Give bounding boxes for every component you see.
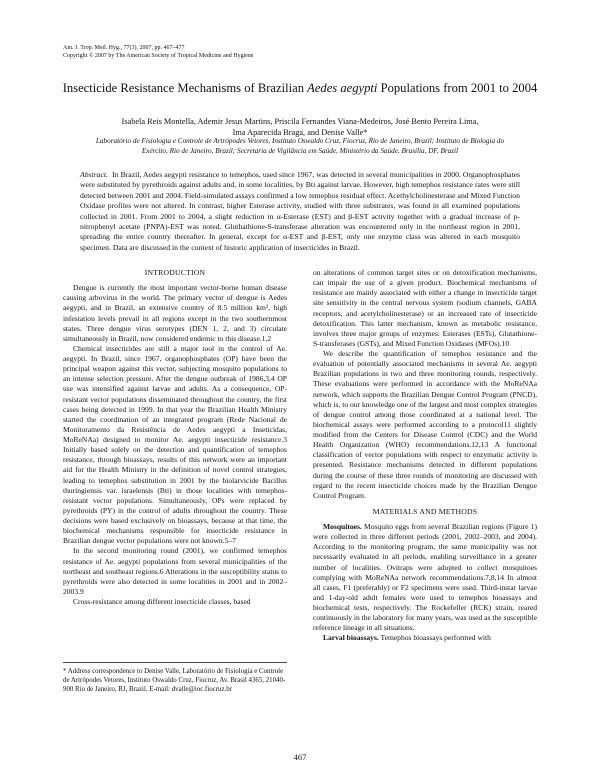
mosquitoes-text: Mosquito eggs from several Brazilian regions (Figure 1) were collected in three different periods (2001, 2002–2003, and 2004). According to the monitoring program, the same municipality was not necessarily evaluated in all periods, enabling surveillance in a greater number of localities. Ovitraps were adopted to collect mosquitoes complying with MoReNAa network recommendations.7,8,14 In almost all cases, F1 (preferably) or F2 specimens were used. Third-instar larvae and 1-day-old adult females were used to temephos bioassays and biochemical tests, respectively. The Rockefeller (RCK) strain, reared continuously in the laboratory for many years, was used as the susceptible reference lineage in all situations.	[313, 522, 537, 633]
abstract-label: Abstract.	[80, 170, 108, 179]
right-paragraph-2: We describe the quantification of temephos resistance and the evaluation of potentially associated mechanisms in several Ae. aegypti Brazilian populations in two and three monitoring rounds, respectively. These evaluations were performed in accordance with the MoReNAa network, which supports the Brazilian Dengue Control Program (PNCD), which is, to our knowledge one of the largest and most complex strategies of dengue control among those coordinated at a national level. The biochemical assays were performed according to a protocol11 slightly modified from the Centers for Disease Control (CDC) and the World Health Organization (WHO) recommendations.12,13 A functional classification of vector populations with respect to enzymatic activity is presented. Resistance mechanisms detected in different populations during the course of these three rounds of monitoring are discussed with regard to the recent insecticide choices made by the Brazilian Dengue Control Program.	[313, 349, 537, 500]
article-title	[60, 80, 540, 97]
title-species: Aedes aegypti	[307, 81, 378, 95]
author-list	[60, 116, 540, 138]
journal-header	[63, 44, 254, 60]
affiliations	[60, 137, 540, 156]
page-number: 467	[293, 752, 307, 762]
bioassays-runin: Larval bioassays.	[323, 633, 379, 643]
methods-heading: MATERIALS AND METHODS	[372, 506, 478, 516]
journal-citation: Am. J. Trop. Med. Hyg., 77(3), 2007, pp. 467–477	[63, 45, 185, 51]
intro-paragraph-4: Cross-resistance among different insecticide classes, based	[73, 597, 251, 606]
affiliation-line-2: Exército, Rio de Janeiro, Brazil; Secretaria de Vigilância em Saúde, Ministério da Saúde, Brasília, DF, Brazil	[141, 146, 459, 155]
mosquitoes-paragraph	[313, 522, 537, 633]
correspondence-footnote: * Address correspondence to Denise Valle, Laboratório de Fisiologia e Controle de Artrópodes Vetores, Instituto Oswaldo Cruz, Fiocruz, Av. Brasil 4365, 21040-900 Rio de Janeiro, RJ, Brazil. E-mail: dvalle@ioc.fiocruz.br	[63, 662, 287, 694]
journal-copyright: Copyright © 2007 by The American Society of Tropical Medicine and Hygiene	[63, 53, 254, 59]
intro-paragraph-3: In the second monitoring round (2001), we confirmed temephos resistance of Ae. aegypti populations from several municipalities of the northeast and southeast regions.6 Alterations in the susceptibility status to pyrethroids were also detected in some localities in 2001 and in 2002–2003.9	[63, 546, 287, 596]
title-part1: Insecticide Resistance Mechanisms of Brazilian	[62, 81, 308, 95]
authors-line-2: Ima Aparecida Braga, and Denise Valle*	[232, 128, 368, 137]
authors-line-1: Isabela Reis Montella, Ademir Jesus Martins, Priscila Fernandes Viana-Medeiros, José Bento Pereira Lima,	[121, 117, 479, 126]
intro-paragraph-2: Chemical insecticides are still a major tool in the control of Ae. aegypti. In Brazil, since 1967, organophosphates (OP) have been the principal weapon against this vector, subjecting mosquito populations to an intense selection pressure. After the dengue outbreak of 1986,3,4 OP use was intensified against larvae and adults. As a consequence, OP-resistant vector populations disseminated throughout the country, the first cases being detected in 1999. In that year the Brazilian Health Ministry started the coordination of an integrated program (Rede Nacional de Monitoramento da Resistência de Aedes aegypti a Inseticidas, MoReNAa) designed to monitor Ae. aegypti insecticide resistance.3 Initially based solely on the detection and quantification of temephos resistance, through bioassays, results of this network were an important aid for the Health Ministry in the definition of novel control strategies, leading to temephos substitution in 2001 by the biolarvicide Bacillus thuringiensis var. israelensis (Bti) in those localities with temephos-resistant vector populations. Simultaneously, OPs were replaced by pyrethroids (PY) in the control of adults throughout the country. These decisions were based exclusively on bioassays, because at that time, the biochemical mechanisms responsible for insecticide resistance in Brazilian dengue vector populations were not known.5–7	[63, 343, 287, 546]
right-paragraph-1: on alterations of common target sites or on detoxification mechanisms, can impair the use of a given product. Biochemical mechanisms of resistance are mainly associated with either a change in insecticide target site sensitivity in the central nervous system (sodium channels, GABA receptors, and acetylcholinesterase) or an increased rate of insecticide detoxification. This latter mechanism, known as metabolic resistance, involves three major groups of enzymes: Esterases (ESTs), Glutathione-S-transferases (GSTs), and Mixed Function Oxidases (MFOs).10	[313, 268, 537, 348]
intro-paragraph-1: Dengue is currently the most important vector-borne human disease causing arbovirus in the world. The primary vector of dengue is Aedes aegypti, and in Brazil, an extensive country of 8.5 million km², high infestation levels prevail in all regions except in the two southernmost states. Three dengue virus serotypes (DEN 1, 2, and 3) circulate simultaneously in Brazil, now considered endemic to this disease.1,2	[63, 283, 287, 343]
bioassays-text: Temephos bioassays performed with	[378, 633, 491, 643]
title-part2: Populations from 2001 to 2004	[377, 81, 538, 95]
right-column	[313, 268, 537, 644]
introduction-heading: INTRODUCTION	[144, 268, 206, 277]
abstract-text: In Brazil, Aedes aegypti resistance to temephos, used since 1967, was detected in several municipalities in 2000. Organophosphates were substituted by pyrethroids against adults and, in some localities, by Bti against larvae. However, high temephos resistance rates were still detected between 2001 and 2004. Field-simulated assays confirmed a low temephos residual effect. Acethylcholinesterase and Mixed Function Oxidase profiles were not altered. In contrast, higher Esterase activity, studied with three substrates, was found in all examined populations collected in 2001. From 2001 to 2004, a slight reduction in α-Esterase (EST) and β-EST activity together with a gradual increase of p-nitrophenyl acetate (PNPA)-EST was noted. Gluthathione-S-transferase alteration was encountered only in the northeast region in 2001, spreading the entire country thereafter. In general, except for α-EST and β-EST, only one enzyme class was altered in each mosquito specimen. Data are discussed in the context of historic application of insecticides in Brazil.	[80, 170, 520, 252]
left-column	[63, 268, 287, 607]
bioassays-paragraph	[313, 633, 537, 643]
abstract	[80, 170, 520, 253]
mosquitoes-runin: Mosquitoes.	[323, 522, 362, 531]
affiliation-line-1: Laboratório de Fisiologia e Controle de Artrópodes Vetores, Instituto Oswaldo Cruz, Fiocruz, Rio de Janeiro, Brazil; Instituto de Biologia do	[95, 137, 505, 145]
